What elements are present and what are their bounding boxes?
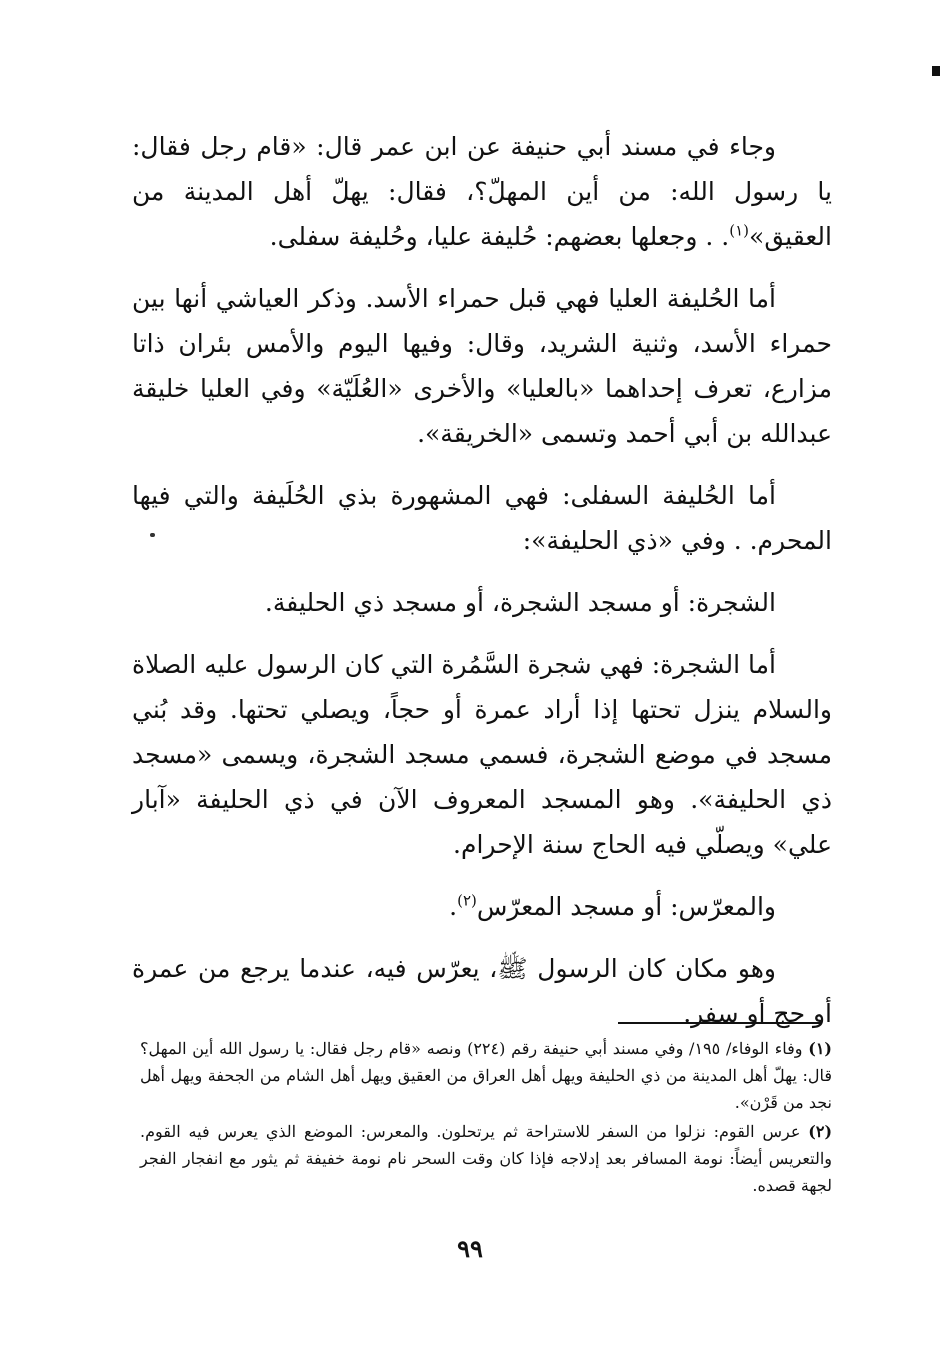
footnote-number: (٢) [808, 1122, 833, 1141]
footnote-ref-2: (٢) [457, 891, 477, 910]
paragraph-tail: . [449, 892, 458, 921]
main-text [132, 124, 832, 1053]
footnote-text: وفاء الوفاء/ ١٩٥/ وفي مسند أبي حنيفة رقم (٢٢٤) ونصه «قام رجل فقال: يا رسول الله أين المهل؟ قال: يهلّ أهل المدينة من ذي الحليفة ويهل أهل العراق من العقيق ويهل أهل الشام من الجحفة ويهل أهل نجد من قَرْن». [140, 1039, 832, 1112]
footnote-separator [618, 1022, 822, 1024]
scan-corner-mark [932, 66, 940, 76]
paragraph-3 [132, 473, 832, 563]
paragraph-text: أما الحُليفة السفلى: فهي المشهورة بذي الحُلَيفة والتي فيها المحرم. . وفي «ذي الحليفة»: [132, 481, 832, 555]
paragraph-text: والمعرّس: أو مسجد المعرّس [476, 892, 776, 921]
paragraph-text: أما الشجرة: فهي شجرة السَّمُرة التي كان الرسول عليه الصلاة والسلام ينزل تحتها إذا أراد عمرة أو حجاً، ويصلي تحتها. وقد بُني مسجد في موضع الشجرة، فسمي مسجد الشجرة، ويسمى «مسجد ذي الحليفة». وهو المسجد المعروف الآن في ذي الحليفة «آبار علي» ويصلّي فيه الحاج سنة الإحرام. [132, 650, 832, 859]
footnote-text: عرس القوم: نزلوا من السفر للاستراحة ثم يرتحلون. والمعرس: الموضع الذي يعرس فيه القوم. والتعريس أيضاً: نومة المسافر بعد إدلاجه فإذا كان وقت السحر نام نومة خفيفة ثم يثور مع انفجار الفجر لجهة قصده. [140, 1122, 832, 1195]
paragraph-text: وجاء في مسند أبي حنيفة عن ابن عمر قال: «قام رجل فقال: يا رسول الله: من أين المهلّ؟، فقال: يهلّ أهل المدينة من العقيق» [132, 132, 832, 251]
footnote-1 [140, 1035, 832, 1116]
footnote-number: (١) [808, 1039, 832, 1058]
page-number: ٩٩ [457, 1234, 483, 1263]
paragraph-tail: . . وجعلها بعضهم: حُليفة عليا، وحُليفة سفلى. [269, 222, 730, 251]
paragraph-text: الشجرة: أو مسجد الشجرة، أو مسجد ذي الحليفة. [264, 588, 776, 617]
paragraph-1 [132, 124, 832, 259]
paragraph-5 [132, 642, 832, 867]
footnote-ref-1: (١) [729, 221, 750, 240]
footnote-2 [140, 1118, 832, 1199]
paragraph-6 [132, 884, 832, 929]
paragraph-2 [132, 276, 832, 456]
paragraph-text: وهو مكان كان الرسول ﷺ، يعرّس فيه، عندما يرجع من عمرة أو حج أو سفر. [132, 954, 832, 1028]
paragraph-4 [132, 580, 832, 625]
paragraph-text: أما الحُليفة العليا فهي قبل حمراء الأسد. وذكر العياشي أنها بين حمراء الأسد، وثنية الشريد، وقال: وفيها اليوم والأمس بئران ذاتا مزارع، تعرف إحداهما «بالعليا» والأخرى «العُلَيّة» وفي العليا خليقة عبدالله بن أبي أحمد وتسمى «الخريقة». [132, 284, 832, 448]
footnotes [140, 1035, 832, 1201]
